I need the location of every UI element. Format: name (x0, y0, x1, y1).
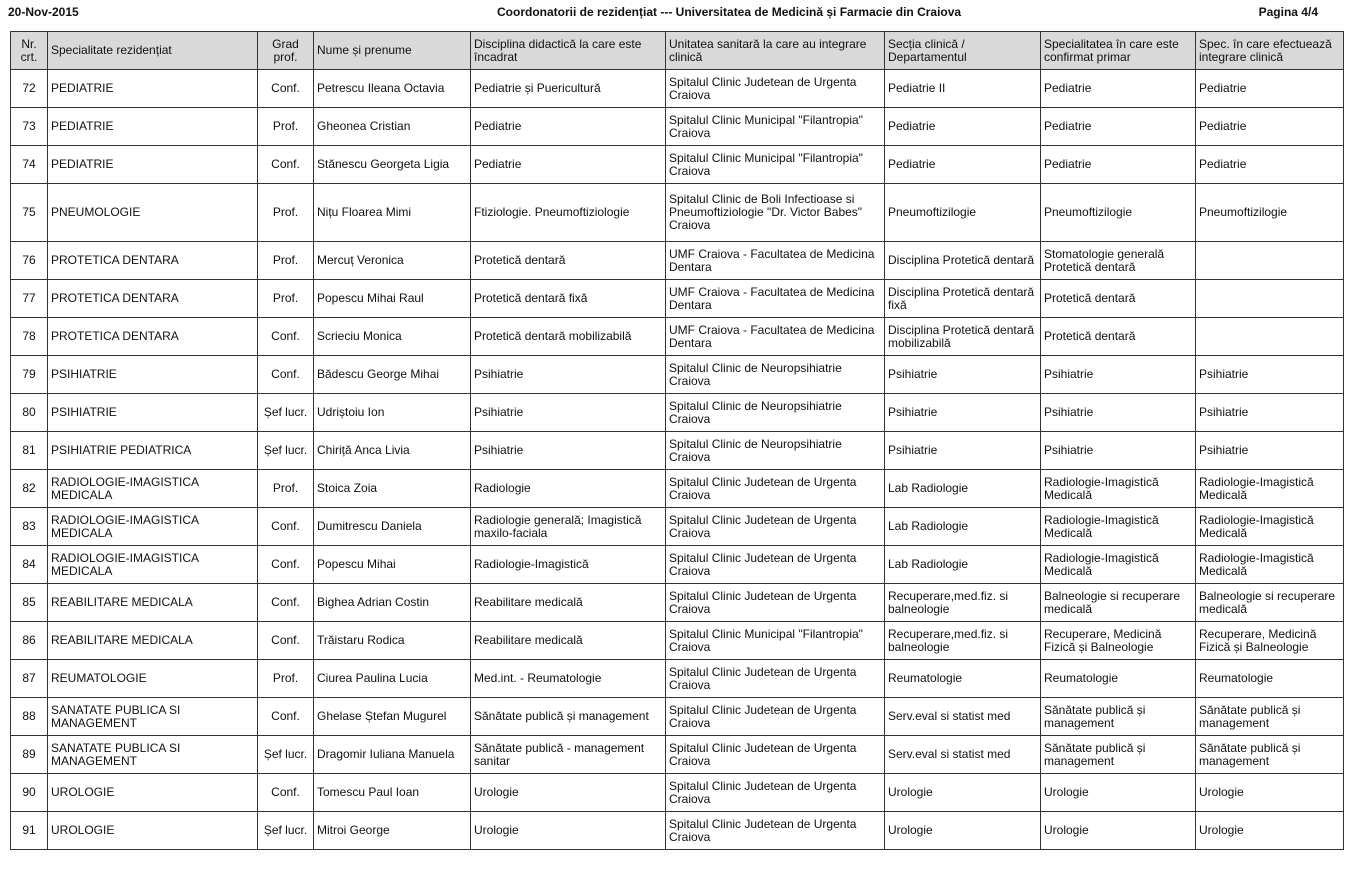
cell-spec-integrare: Radiologie-Imagistică Medicală (1196, 508, 1344, 546)
cell-unitate: Spitalul Clinic Municipal "Filantropia" Craiova (666, 108, 885, 146)
cell-nr: 72 (11, 70, 48, 108)
cell-spec-integrare: Pediatrie (1196, 108, 1344, 146)
cell-spec-primar: Stomatologie generală Protetică dentară (1041, 242, 1196, 280)
cell-disciplina: Protetică dentară fixă (471, 280, 666, 318)
cell-nr: 84 (11, 546, 48, 584)
cell-specialitate: REUMATOLOGIE (48, 660, 258, 698)
cell-unitate: Spitalul Clinic Judetean de Urgenta Craiova (666, 546, 885, 584)
table-row (11, 184, 1344, 242)
cell-sectia: Urologie (885, 812, 1041, 850)
column-header-grad: Grad prof. (258, 32, 314, 70)
column-header-specialitate: Specialitate rezidențiat (48, 32, 258, 70)
cell-nume: Udriștoiu Ion (314, 394, 471, 432)
table-row (11, 508, 1344, 546)
cell-disciplina: Psihiatrie (471, 432, 666, 470)
cell-unitate: Spitalul Clinic Judetean de Urgenta Craiova (666, 698, 885, 736)
cell-grad: Conf. (258, 546, 314, 584)
table-row (11, 812, 1344, 850)
cell-nr: 91 (11, 812, 48, 850)
cell-sectia: Psihiatrie (885, 432, 1041, 470)
cell-spec-integrare: Pediatrie (1196, 146, 1344, 184)
cell-grad: Prof. (258, 660, 314, 698)
table-row (11, 70, 1344, 108)
cell-spec-integrare (1196, 242, 1344, 280)
cell-sectia: Disciplina Protetică dentară (885, 242, 1041, 280)
column-header-spec-integrare: Spec. în care efectuează integrare clinică (1196, 32, 1344, 70)
cell-unitate: Spitalul Clinic de Neuropsihiatrie Craiova (666, 432, 885, 470)
cell-unitate: Spitalul Clinic de Neuropsihiatrie Craiova (666, 356, 885, 394)
cell-sectia: Psihiatrie (885, 394, 1041, 432)
cell-spec-integrare (1196, 280, 1344, 318)
cell-spec-primar: Protetică dentară (1041, 318, 1196, 356)
cell-spec-primar: Sănătate publică și management (1041, 736, 1196, 774)
cell-sectia: Disciplina Protetică dentară fixă (885, 280, 1041, 318)
cell-grad: Conf. (258, 774, 314, 812)
cell-spec-integrare: Pneumoftizilogie (1196, 184, 1344, 242)
table-row (11, 698, 1344, 736)
cell-grad: Conf. (258, 508, 314, 546)
cell-nr: 80 (11, 394, 48, 432)
cell-specialitate: PEDIATRIE (48, 70, 258, 108)
column-header-sectia: Secția clinică / Departamentul (885, 32, 1041, 70)
cell-nume: Chiriță Anca Livia (314, 432, 471, 470)
cell-sectia: Psihiatrie (885, 356, 1041, 394)
cell-grad: Conf. (258, 70, 314, 108)
cell-specialitate: PSIHIATRIE (48, 394, 258, 432)
cell-spec-integrare: Balneologie si recuperare medicală (1196, 584, 1344, 622)
cell-grad: Conf. (258, 698, 314, 736)
cell-disciplina: Med.int. - Reumatologie (471, 660, 666, 698)
cell-spec-integrare: Urologie (1196, 812, 1344, 850)
cell-nr: 85 (11, 584, 48, 622)
cell-spec-primar: Protetică dentară (1041, 280, 1196, 318)
cell-spec-primar: Reumatologie (1041, 660, 1196, 698)
cell-unitate: UMF Craiova - Facultatea de Medicina Dentara (666, 318, 885, 356)
cell-spec-integrare: Sănătate publică și management (1196, 736, 1344, 774)
column-header-nr: Nr. crt. (11, 32, 48, 70)
table-row (11, 622, 1344, 660)
cell-spec-primar: Urologie (1041, 774, 1196, 812)
cell-nr: 79 (11, 356, 48, 394)
cell-spec-integrare: Sănătate publică și management (1196, 698, 1344, 736)
cell-unitate: Spitalul Clinic Judetean de Urgenta Craiova (666, 812, 885, 850)
cell-specialitate: PEDIATRIE (48, 108, 258, 146)
document-title: Coordonatorii de rezidențiat --- Universitatea de Medicină și Farmacie din Craiova (497, 5, 962, 19)
cell-spec-integrare: Recuperare, Medicină Fizică și Balneologie (1196, 622, 1344, 660)
cell-disciplina: Sănătate publică - management sanitar (471, 736, 666, 774)
cell-nr: 74 (11, 146, 48, 184)
cell-spec-primar: Balneologie si recuperare medicală (1041, 584, 1196, 622)
cell-unitate: UMF Craiova - Facultatea de Medicina Dentara (666, 280, 885, 318)
table-row (11, 394, 1344, 432)
cell-nr: 77 (11, 280, 48, 318)
cell-nume: Popescu Mihai Raul (314, 280, 471, 318)
cell-disciplina: Pediatrie (471, 108, 666, 146)
cell-spec-primar: Pediatrie (1041, 70, 1196, 108)
cell-sectia: Pediatrie (885, 108, 1041, 146)
cell-nume: Scrieciu Monica (314, 318, 471, 356)
cell-specialitate: SANATATE PUBLICA SI MANAGEMENT (48, 698, 258, 736)
cell-unitate: Spitalul Clinic Judetean de Urgenta Craiova (666, 584, 885, 622)
cell-unitate: Spitalul Clinic Judetean de Urgenta Craiova (666, 736, 885, 774)
cell-spec-primar: Pediatrie (1041, 108, 1196, 146)
cell-specialitate: PSIHIATRIE PEDIATRICA (48, 432, 258, 470)
cell-nr: 89 (11, 736, 48, 774)
cell-nume: Dumitrescu Daniela (314, 508, 471, 546)
cell-spec-integrare: Pediatrie (1196, 70, 1344, 108)
cell-sectia: Pediatrie (885, 146, 1041, 184)
cell-spec-integrare (1196, 318, 1344, 356)
cell-spec-integrare: Psihiatrie (1196, 394, 1344, 432)
cell-sectia: Serv.eval si statist med (885, 698, 1041, 736)
cell-spec-integrare: Radiologie-Imagistică Medicală (1196, 546, 1344, 584)
cell-nr: 83 (11, 508, 48, 546)
cell-nume: Ciurea Paulina Lucia (314, 660, 471, 698)
cell-specialitate: PROTETICA DENTARA (48, 280, 258, 318)
cell-specialitate: PROTETICA DENTARA (48, 318, 258, 356)
cell-nume: Nițu Floarea Mimi (314, 184, 471, 242)
cell-sectia: Urologie (885, 774, 1041, 812)
column-header-spec-primar: Specialitatea în care este confirmat primar (1041, 32, 1196, 70)
cell-spec-primar: Radiologie-Imagistică Medicală (1041, 508, 1196, 546)
cell-unitate: Spitalul Clinic Municipal "Filantropia" Craiova (666, 146, 885, 184)
cell-spec-integrare: Reumatologie (1196, 660, 1344, 698)
table-row (11, 146, 1344, 184)
cell-grad: Conf. (258, 146, 314, 184)
table-header-row (11, 32, 1344, 70)
table-row (11, 736, 1344, 774)
cell-spec-primar: Psihiatrie (1041, 394, 1196, 432)
cell-specialitate: RADIOLOGIE-IMAGISTICA MEDICALA (48, 546, 258, 584)
cell-disciplina: Reabilitare medicală (471, 584, 666, 622)
cell-grad: Prof. (258, 184, 314, 242)
cell-specialitate: PNEUMOLOGIE (48, 184, 258, 242)
cell-specialitate: UROLOGIE (48, 812, 258, 850)
cell-nr: 81 (11, 432, 48, 470)
cell-sectia: Recuperare,med.fiz. si balneologie (885, 584, 1041, 622)
cell-nume: Mitroi George (314, 812, 471, 850)
cell-unitate: Spitalul Clinic Judetean de Urgenta Craiova (666, 70, 885, 108)
cell-disciplina: Reabilitare medicală (471, 622, 666, 660)
cell-grad: Conf. (258, 356, 314, 394)
table-body (11, 70, 1344, 850)
cell-grad: Conf. (258, 318, 314, 356)
cell-grad: Conf. (258, 622, 314, 660)
cell-disciplina: Sănătate publică și management (471, 698, 666, 736)
column-header-nume: Nume și prenume (314, 32, 471, 70)
cell-nume: Mercuț Veronica (314, 242, 471, 280)
cell-sectia: Reumatologie (885, 660, 1041, 698)
cell-specialitate: SANATATE PUBLICA SI MANAGEMENT (48, 736, 258, 774)
cell-nr: 75 (11, 184, 48, 242)
cell-grad: Prof. (258, 470, 314, 508)
page-number: Pagina 4/4 (1258, 5, 1318, 19)
cell-grad: Șef lucr. (258, 736, 314, 774)
cell-spec-primar: Pneumoftizilogie (1041, 184, 1196, 242)
column-header-disciplina: Disciplina didactică la care este încadrat (471, 32, 666, 70)
cell-nume: Tomescu Paul Ioan (314, 774, 471, 812)
table-row (11, 660, 1344, 698)
cell-disciplina: Urologie (471, 812, 666, 850)
cell-grad: Șef lucr. (258, 394, 314, 432)
cell-unitate: Spitalul Clinic Municipal "Filantropia" Craiova (666, 622, 885, 660)
table-row (11, 356, 1344, 394)
cell-grad: Conf. (258, 584, 314, 622)
cell-grad: Prof. (258, 108, 314, 146)
cell-nr: 88 (11, 698, 48, 736)
cell-disciplina: Radiologie (471, 470, 666, 508)
cell-unitate: UMF Craiova - Facultatea de Medicina Dentara (666, 242, 885, 280)
cell-nume: Popescu Mihai (314, 546, 471, 584)
cell-sectia: Pneumoftizilogie (885, 184, 1041, 242)
cell-spec-primar: Psihiatrie (1041, 432, 1196, 470)
page-header (0, 0, 1350, 26)
cell-disciplina: Pediatrie (471, 146, 666, 184)
cell-disciplina: Protetică dentară mobilizabilă (471, 318, 666, 356)
cell-grad: Prof. (258, 280, 314, 318)
document-date: 20-Nov-2015 (8, 5, 79, 19)
cell-specialitate: PROTETICA DENTARA (48, 242, 258, 280)
cell-spec-primar: Sănătate publică și management (1041, 698, 1196, 736)
cell-specialitate: PEDIATRIE (48, 146, 258, 184)
cell-sectia: Lab Radiologie (885, 470, 1041, 508)
cell-specialitate: RADIOLOGIE-IMAGISTICA MEDICALA (48, 508, 258, 546)
cell-nume: Trăistaru Rodica (314, 622, 471, 660)
table-row (11, 280, 1344, 318)
cell-nr: 73 (11, 108, 48, 146)
cell-specialitate: RADIOLOGIE-IMAGISTICA MEDICALA (48, 470, 258, 508)
cell-nume: Bighea Adrian Costin (314, 584, 471, 622)
cell-grad: Șef lucr. (258, 812, 314, 850)
cell-spec-integrare: Urologie (1196, 774, 1344, 812)
cell-nume: Gheonea Cristian (314, 108, 471, 146)
cell-disciplina: Ftiziologie. Pneumoftiziologie (471, 184, 666, 242)
table-row (11, 470, 1344, 508)
cell-unitate: Spitalul Clinic Judetean de Urgenta Craiova (666, 508, 885, 546)
table-row (11, 584, 1344, 622)
cell-spec-primar: Recuperare, Medicină Fizică și Balneologie (1041, 622, 1196, 660)
table-row (11, 318, 1344, 356)
cell-spec-integrare: Psihiatrie (1196, 356, 1344, 394)
cell-nume: Stoica Zoia (314, 470, 471, 508)
cell-grad: Prof. (258, 242, 314, 280)
cell-spec-primar: Urologie (1041, 812, 1196, 850)
cell-nume: Stănescu Georgeta Ligia (314, 146, 471, 184)
cell-nr: 78 (11, 318, 48, 356)
cell-nume: Ghelase Ștefan Mugurel (314, 698, 471, 736)
cell-nr: 76 (11, 242, 48, 280)
cell-grad: Șef lucr. (258, 432, 314, 470)
table-row (11, 242, 1344, 280)
cell-sectia: Recuperare,med.fiz. si balneologie (885, 622, 1041, 660)
cell-sectia: Pediatrie II (885, 70, 1041, 108)
cell-sectia: Lab Radiologie (885, 546, 1041, 584)
coordinators-table (10, 31, 1344, 850)
cell-nr: 87 (11, 660, 48, 698)
cell-specialitate: UROLOGIE (48, 774, 258, 812)
table-row (11, 546, 1344, 584)
cell-spec-primar: Radiologie-Imagistică Medicală (1041, 546, 1196, 584)
cell-disciplina: Psihiatrie (471, 356, 666, 394)
cell-nume: Petrescu Ileana Octavia (314, 70, 471, 108)
cell-specialitate: REABILITARE MEDICALA (48, 584, 258, 622)
cell-unitate: Spitalul Clinic de Boli Infectioase si Pneumoftiziologie "Dr. Victor Babes" Craiova (666, 184, 885, 242)
column-header-unitate: Unitatea sanitară la care au integrare clinică (666, 32, 885, 70)
cell-disciplina: Psihiatrie (471, 394, 666, 432)
table-row (11, 432, 1344, 470)
cell-spec-primar: Radiologie-Imagistică Medicală (1041, 470, 1196, 508)
cell-unitate: Spitalul Clinic Judetean de Urgenta Craiova (666, 660, 885, 698)
table-row (11, 108, 1344, 146)
cell-sectia: Serv.eval si statist med (885, 736, 1041, 774)
cell-spec-primar: Psihiatrie (1041, 356, 1196, 394)
cell-specialitate: PSIHIATRIE (48, 356, 258, 394)
cell-nume: Dragomir Iuliana Manuela (314, 736, 471, 774)
table-row (11, 774, 1344, 812)
cell-nr: 90 (11, 774, 48, 812)
cell-nr: 86 (11, 622, 48, 660)
cell-disciplina: Protetică dentară (471, 242, 666, 280)
cell-disciplina: Pediatrie și Puericultură (471, 70, 666, 108)
cell-nume: Bădescu George Mihai (314, 356, 471, 394)
cell-disciplina: Radiologie generală; Imagistică maxilo-faciala (471, 508, 666, 546)
cell-sectia: Disciplina Protetică dentară mobilizabilă (885, 318, 1041, 356)
cell-unitate: Spitalul Clinic Judetean de Urgenta Craiova (666, 774, 885, 812)
cell-nr: 82 (11, 470, 48, 508)
cell-unitate: Spitalul Clinic de Neuropsihiatrie Craiova (666, 394, 885, 432)
cell-disciplina: Urologie (471, 774, 666, 812)
cell-specialitate: REABILITARE MEDICALA (48, 622, 258, 660)
cell-unitate: Spitalul Clinic Judetean de Urgenta Craiova (666, 470, 885, 508)
cell-disciplina: Radiologie-Imagistică (471, 546, 666, 584)
cell-sectia: Lab Radiologie (885, 508, 1041, 546)
cell-spec-integrare: Radiologie-Imagistică Medicală (1196, 470, 1344, 508)
cell-spec-integrare: Psihiatrie (1196, 432, 1344, 470)
cell-spec-primar: Pediatrie (1041, 146, 1196, 184)
